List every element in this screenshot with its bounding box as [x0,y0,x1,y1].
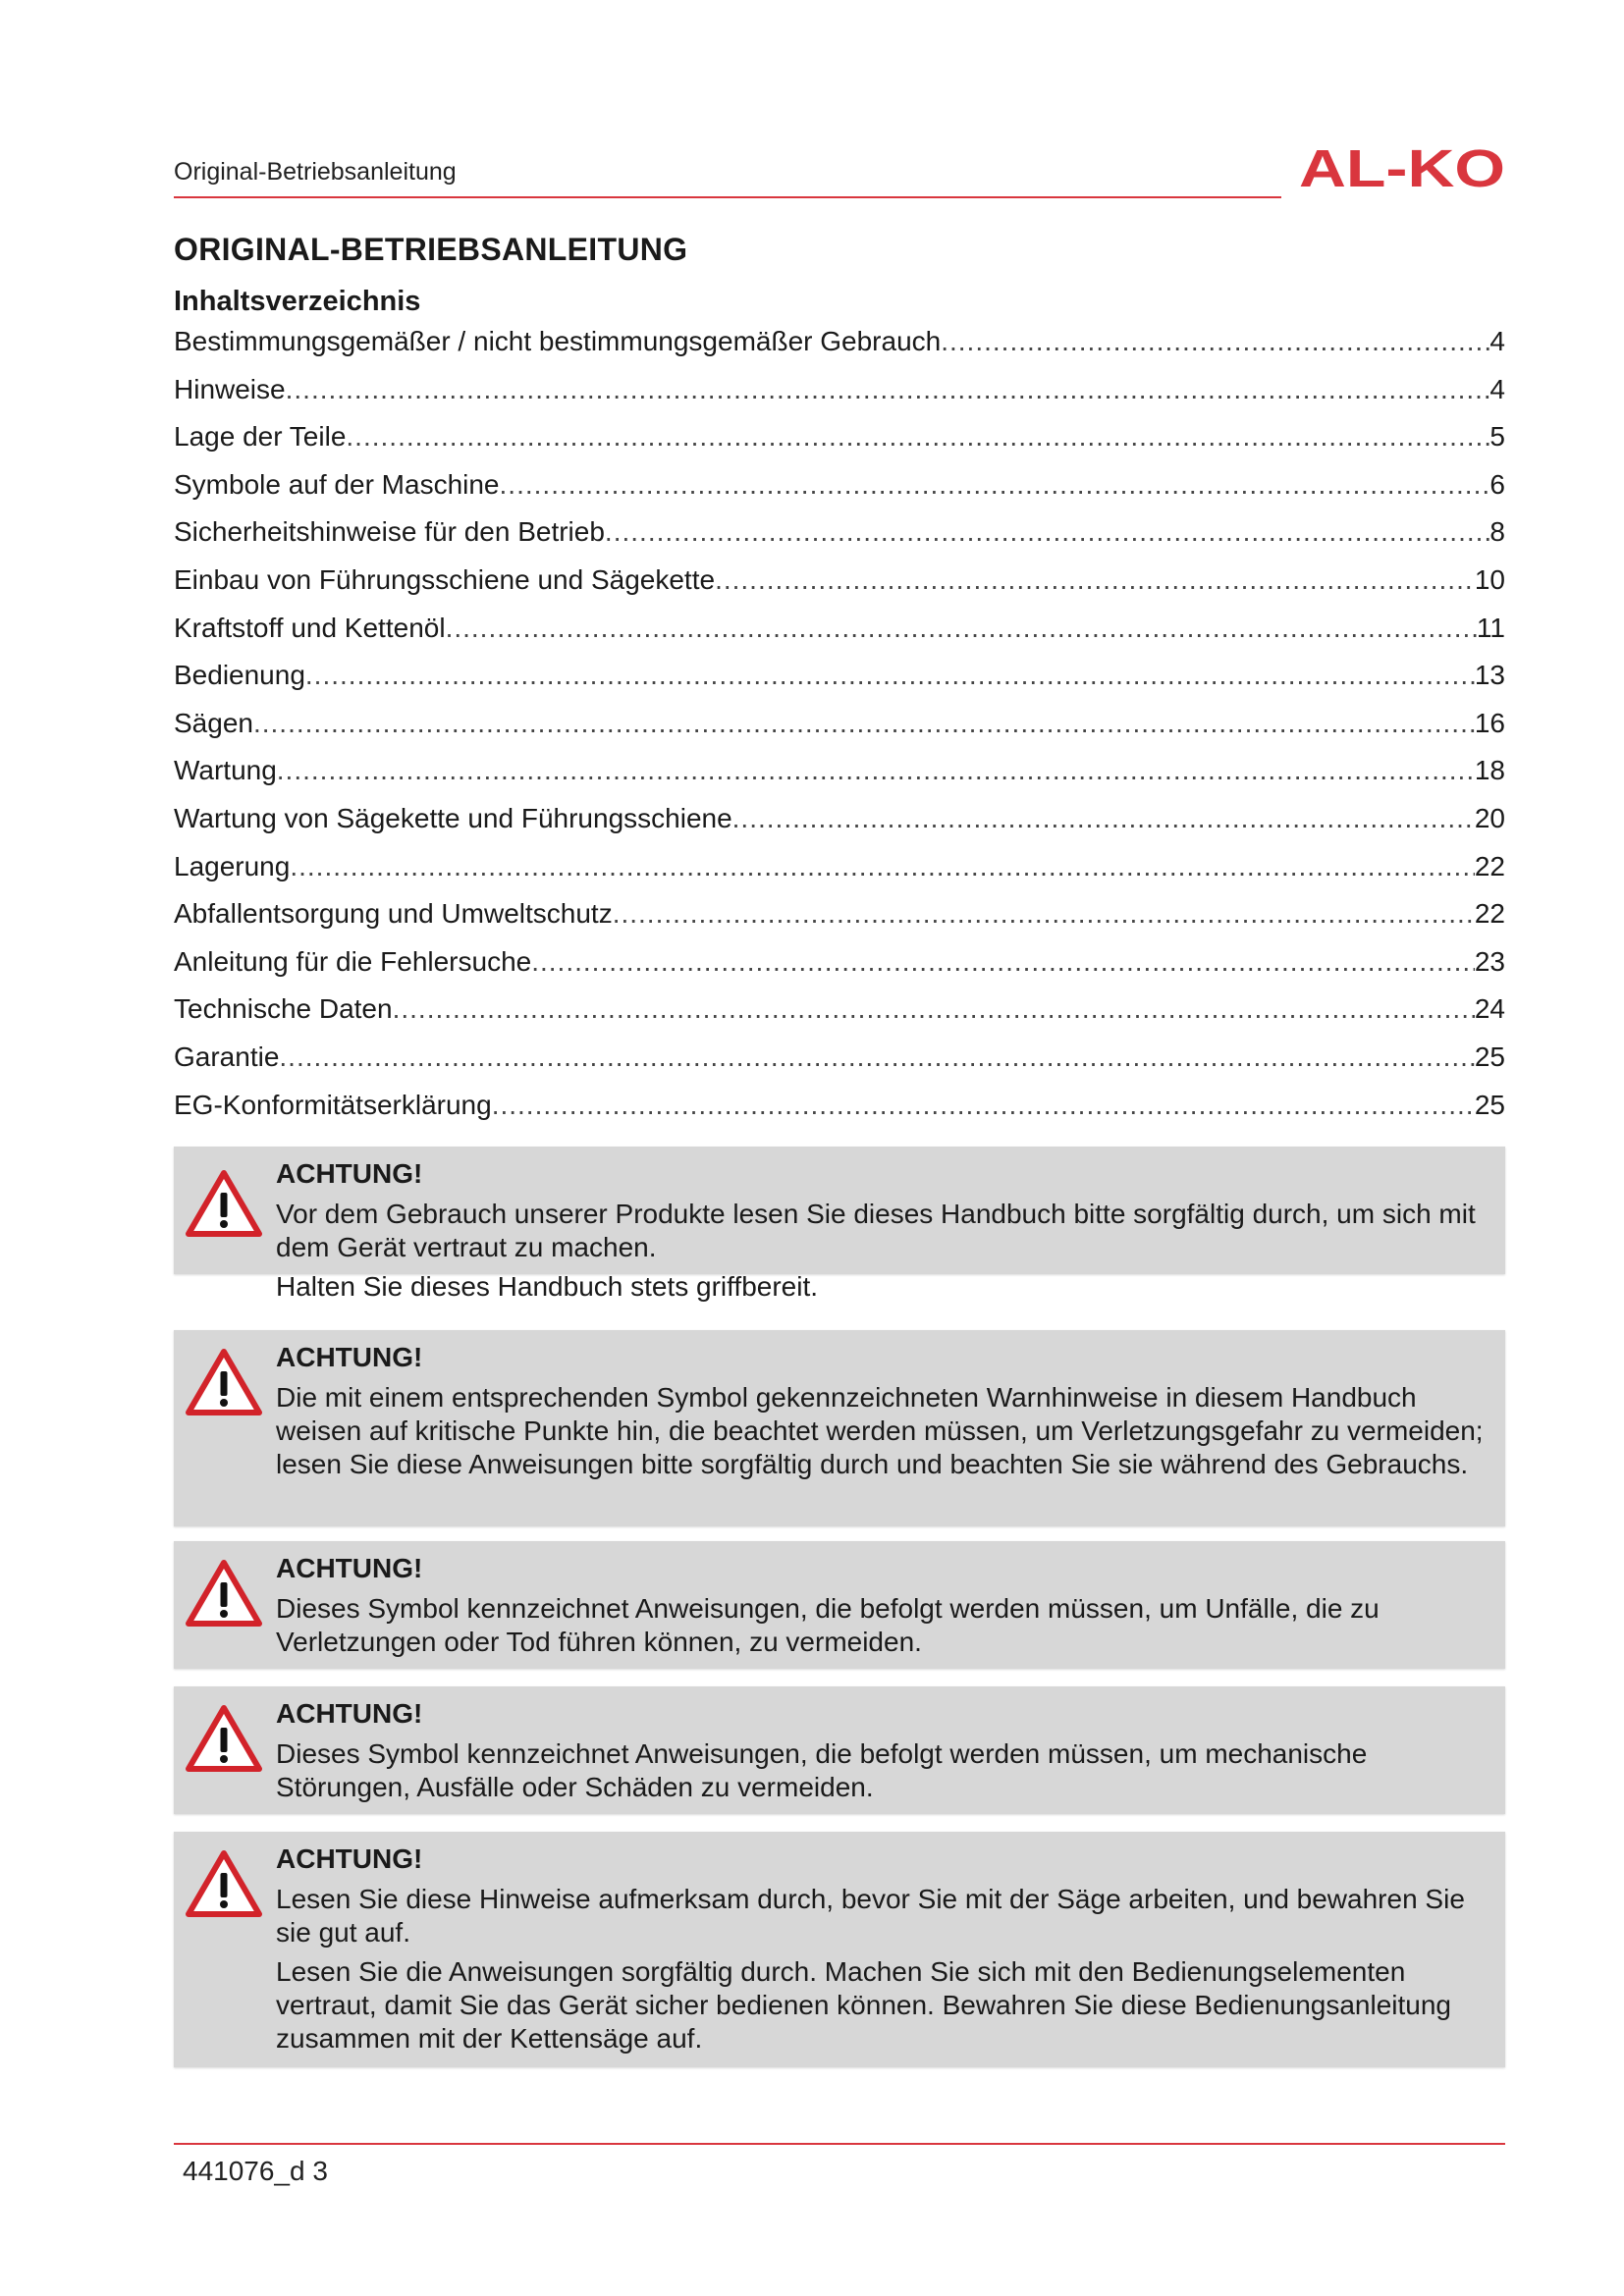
page-header [174,139,1505,202]
warning-text [276,1381,1501,1481]
toc-entry-label: Wartung [174,755,277,786]
toc-leader-dots [393,993,1475,1025]
warning-title: ACHTUNG! [276,1553,423,1583]
toc-entry-page: 25 [1474,1041,1505,1072]
table-of-contents [174,326,1505,1137]
toc-entry[interactable] [174,421,1505,469]
warning-box [174,1330,1505,1526]
warning-paragraph: Lesen Sie diese Hinweise aufmerksam durch, bevor Sie mit der Säge arbeiten, und bewahren Sie sie gut auf. [276,1884,1465,1948]
warning-paragraph: Vor dem Gebrauch unserer Produkte lesen Sie dieses Handbuch bitte sorgfältig durch, um sich mit dem Gerät vertraut zu machen. [276,1199,1476,1262]
warning-box [174,1147,1505,1302]
warning-box [174,1832,1505,2067]
toc-entry-label: Anleitung für die Fehlersuche [174,945,532,977]
warning-triangle-icon [186,1348,262,1416]
toc-entry[interactable] [174,564,1505,613]
warning-paragraph: Halten Sie dieses Handbuch stets griffbereit. [276,1271,819,1302]
toc-heading: Inhaltsverzeichnis [174,286,421,317]
toc-leader-dots [446,613,1477,644]
warning-triangle-icon [186,1559,262,1628]
toc-leader-dots [941,326,1489,357]
toc-entry[interactable] [174,851,1505,899]
toc-entry[interactable] [174,898,1505,946]
toc-entry[interactable] [174,613,1505,661]
toc-leader-dots [346,421,1489,453]
toc-leader-dots [277,755,1475,786]
toc-entry-label: Lage der Teile [174,421,347,453]
warning-paragraph: Die mit einem entsprechenden Symbol gekennzeichneten Warnhinweise in diesem Handbuch weisen auf kritische Punkte hin, die beachtet werden müssen, um Verletzungsgefahr zu vermeiden; lesen Sie diese Anweisungen bitte sorgfältig durch und beachten Sie sie während des Gebrauchs. [276,1382,1484,1479]
header-divider [174,196,1281,198]
warning-paragraph: Dieses Symbol kennzeichnet Anweisungen, die befolgt werden müssen, um Unfälle, die zu Verletzungen oder Tod führen können, zu vermeiden. [276,1593,1380,1657]
warning-paragraph: Lesen Sie die Anweisungen sorgfältig durch. Machen Sie sich mit den Bedienungselementen vertraut, damit Sie das Gerät sicher bedienen können. Bewahren Sie diese Bedienungsanleitung zusammen mit der Kettensäge auf. [276,1956,1451,2054]
toc-entry-label: Technische Daten [174,993,393,1025]
toc-entry-page: 18 [1474,755,1505,786]
toc-entry[interactable] [174,755,1505,803]
toc-entry-page: 22 [1474,898,1505,930]
toc-entry-label: Bestimmungsgemäßer / nicht bestimmungsgemäßer Gebrauch [174,326,942,356]
toc-entry-label: Bedienung [174,660,305,691]
toc-leader-dots [732,803,1475,834]
toc-leader-dots [279,1041,1474,1073]
warning-triangle-icon [186,1704,262,1773]
toc-entry-label: Abfallentsorgung und Umweltschutz [174,898,613,930]
toc-leader-dots [253,708,1475,739]
toc-entry-page: 24 [1474,993,1505,1025]
document-title: ORIGINAL-BETRIEBSANLEITUNG [174,232,688,267]
toc-entry-page: 20 [1474,802,1505,833]
warning-box [174,1686,1505,1814]
toc-entry[interactable] [174,946,1505,994]
warning-title: ACHTUNG! [276,1158,423,1189]
toc-entry-label: Wartung von Sägekette und Führungsschiene [174,802,732,833]
toc-entry-label: Hinweise [174,373,286,404]
footer-divider [174,2143,1505,2145]
footer-page-code: 441076_d 3 [183,2156,328,2186]
warning-triangle-icon [186,1849,262,1918]
toc-entry-label: Garantie [174,1041,280,1072]
warning-text [276,1737,1501,1804]
toc-entry-label: Symbole auf der Maschine [174,468,500,500]
toc-entry-page: 4 [1489,373,1505,404]
toc-entry[interactable] [174,469,1505,517]
warning-text [276,1592,1501,1659]
toc-entry-page: 11 [1476,612,1505,643]
warning-title: ACHTUNG! [276,1698,423,1729]
toc-leader-dots [500,469,1490,501]
warning-title: ACHTUNG! [276,1843,423,1874]
logo-text: AL-KO [1299,139,1505,194]
warning-triangle-icon [186,1169,262,1238]
toc-entry-page: 6 [1489,468,1505,500]
toc-leader-dots [492,1090,1475,1121]
toc-entry-page: 16 [1474,707,1505,738]
toc-entry[interactable] [174,1041,1505,1090]
toc-leader-dots [605,516,1490,548]
toc-entry-label: Einbau von Führungsschiene und Sägekette [174,563,716,595]
toc-entry[interactable] [174,993,1505,1041]
toc-entry-page: 5 [1489,421,1505,453]
toc-entry-label: Sägen [174,707,253,738]
toc-entry-label: Kraftstoff und Kettenöl [174,612,446,643]
warning-text [276,1198,1501,1304]
toc-leader-dots [715,564,1475,596]
toc-entry[interactable] [174,326,1505,374]
toc-entry-label: Sicherheitshinweise für den Betrieb [174,516,605,548]
toc-entry-page: 10 [1474,563,1505,595]
toc-entry-label: Lagerung [174,850,291,881]
header-title: Original-Betriebsanleitung [174,158,457,186]
alko-logo [1299,139,1505,194]
toc-entry[interactable] [174,1090,1505,1138]
toc-leader-dots [290,851,1475,882]
toc-entry-label: EG-Konformitätserklärung [174,1089,492,1120]
toc-entry[interactable] [174,803,1505,851]
toc-entry[interactable] [174,708,1505,756]
toc-leader-dots [613,898,1475,930]
toc-leader-dots [305,660,1475,691]
toc-entry-page: 8 [1489,516,1505,548]
toc-entry-page: 4 [1489,326,1505,356]
toc-entry[interactable] [174,374,1505,422]
toc-entry-page: 22 [1474,850,1505,881]
warning-paragraph: Dieses Symbol kennzeichnet Anweisungen, die befolgt werden müssen, um mechanische Störungen, Ausfälle oder Schäden zu vermeiden. [276,1738,1368,1802]
toc-entry-page: 23 [1474,945,1505,977]
toc-entry-page: 13 [1474,660,1505,691]
toc-entry[interactable] [174,660,1505,708]
toc-entry[interactable] [174,516,1505,564]
toc-leader-dots [286,374,1490,405]
warning-title: ACHTUNG! [276,1342,423,1372]
warning-box [174,1541,1505,1669]
warning-text [276,1883,1501,2056]
toc-leader-dots [531,946,1475,978]
toc-entry-page: 25 [1474,1089,1505,1120]
